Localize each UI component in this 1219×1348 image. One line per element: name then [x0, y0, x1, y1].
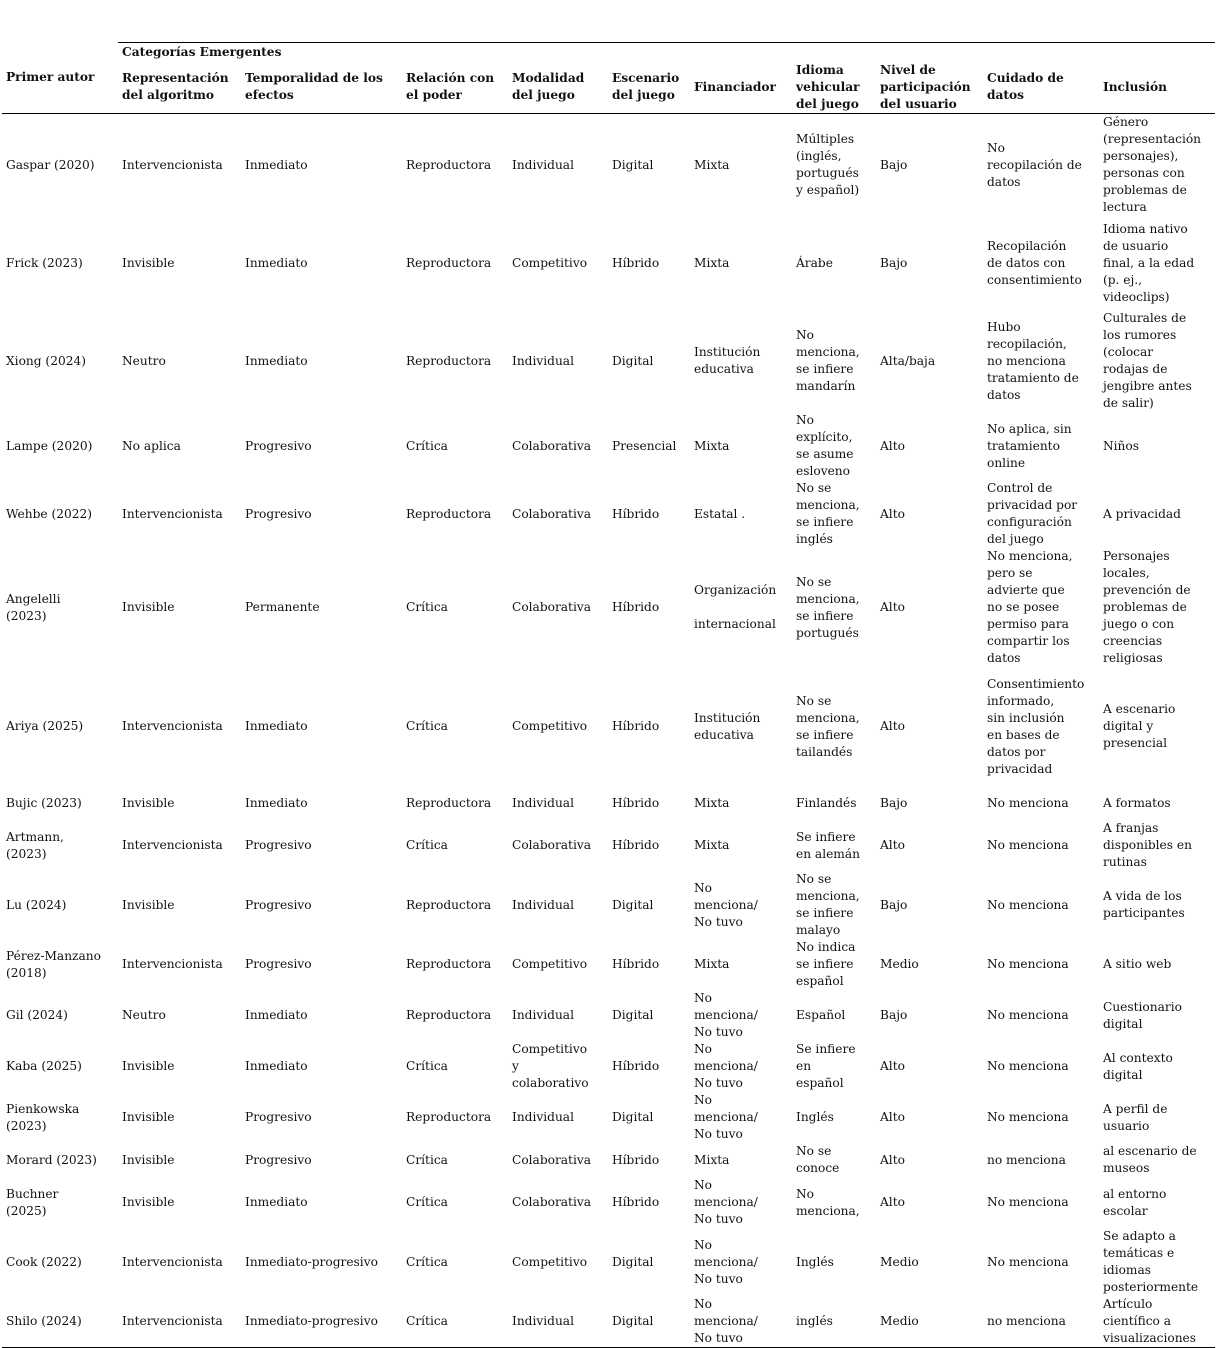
- algorithm-representation-cell: Intervencionista: [122, 838, 223, 852]
- effects-temporality-cell: Inmediato: [245, 255, 308, 270]
- effects-temporality-cell: Inmediato: [245, 1059, 308, 1073]
- effects-temporality-cell: Progresivo: [245, 1110, 312, 1124]
- author-cell: Shilo (2024): [2, 1296, 118, 1348]
- author-cell: Bujic (2023): [6, 795, 82, 810]
- data-care-cell: Control de privacidad por configuración del juego: [987, 481, 1078, 546]
- power-relation-cell: Reproductora: [406, 353, 492, 368]
- table-row: [2, 871, 1215, 939]
- inclusion-cell: Se adapto a temáticas e idiomas posteriormente: [1103, 1229, 1199, 1294]
- inclusion-cell: A sitio web: [1103, 957, 1172, 971]
- effects-temporality-cell: Inmediato: [245, 1008, 308, 1022]
- game-setting-cell: Híbrido: [612, 255, 660, 270]
- game-modality-cell: Colaborativa: [512, 1195, 592, 1209]
- user-participation-cell: Bajo: [880, 897, 908, 912]
- game-setting-cell: Digital: [612, 1254, 654, 1269]
- author-cell: Morard (2023): [6, 1152, 97, 1167]
- algorithm-representation-cell: Invisible: [122, 1152, 175, 1167]
- game-language-cell: Múltiples (inglés, portugués y español): [796, 132, 860, 197]
- game-language-cell: No menciona, se infiere mandarín: [796, 328, 860, 393]
- power-relation-cell: Reproductora: [406, 1008, 492, 1022]
- table-row: [2, 412, 1215, 480]
- inclusion-cell: Idioma nativo de usuario final, a la edad (p. ej., videoclips): [1103, 221, 1195, 304]
- funder-cell: Mixta: [694, 1152, 730, 1167]
- first-author-header: Primer autor: [2, 43, 118, 114]
- table-body: [2, 114, 1215, 1348]
- game-setting-cell: Híbrido: [612, 957, 660, 971]
- author-cell: Xiong (2024): [6, 353, 86, 368]
- game-language-cell: Inglés: [796, 1110, 834, 1124]
- data-care-cell: No menciona: [987, 838, 1069, 852]
- funder-cell: Institución educativa: [694, 345, 761, 376]
- user-participation-cell: Alto: [880, 1152, 905, 1167]
- game-language-cell: No se conoce: [796, 1144, 840, 1175]
- inclusion-cell: Culturales de los rumores (colocar rodajas de jengibre antes de salir): [1103, 311, 1192, 410]
- power-relation-cell: Reproductora: [406, 957, 492, 971]
- user-participation-cell: Alto: [880, 1110, 905, 1124]
- table-row: [2, 480, 1215, 548]
- game-setting-cell: Híbrido: [612, 600, 660, 614]
- categories-table: [2, 42, 1215, 1348]
- effects-temporality-cell: Inmediato: [245, 795, 308, 810]
- author-cell: Lu (2024): [6, 897, 67, 912]
- column-header-user-participation: Nivel de participación del usuario: [876, 61, 983, 114]
- game-modality-cell: Competitivo: [512, 957, 588, 971]
- game-language-cell: No explícito, se asume esloveno: [796, 413, 854, 478]
- inclusion-cell: A perfil de usuario: [1103, 1101, 1168, 1133]
- table-row: [2, 1041, 1215, 1092]
- emergent-categories-header: Categorías Emergentes: [118, 43, 1215, 62]
- game-language-cell: No se menciona, se infiere tailandés: [796, 693, 860, 759]
- author-cell: Angelelli (2023): [6, 591, 61, 623]
- power-relation-cell: Reproductora: [406, 157, 492, 172]
- algorithm-representation-cell: Invisible: [122, 1110, 175, 1124]
- game-language-cell: No se menciona, se infiere portugués: [796, 574, 860, 640]
- column-header-game-language: Idioma vehicular del juego: [792, 61, 876, 114]
- game-language-cell: Finlandés: [796, 795, 857, 810]
- game-setting-cell: Presencial: [612, 438, 677, 453]
- funder-cell: No menciona/ No tuvo: [694, 880, 758, 929]
- power-relation-cell: Reproductora: [406, 506, 492, 521]
- inclusion-cell: A privacidad: [1103, 506, 1181, 521]
- effects-temporality-cell: Inmediato: [245, 719, 308, 733]
- data-care-cell: Hubo recopilación, no menciona tratamiento de datos: [987, 319, 1079, 402]
- effects-temporality-cell: Permanente: [245, 600, 320, 614]
- power-relation-cell: Crítica: [406, 838, 448, 852]
- game-modality-cell: Individual: [512, 353, 574, 368]
- power-relation-cell: Crítica: [406, 600, 448, 614]
- game-setting-cell: Híbrido: [612, 1195, 660, 1209]
- data-care-cell: no menciona: [987, 1152, 1066, 1167]
- power-relation-cell: Crítica: [406, 1152, 448, 1167]
- table-row: [2, 114, 1215, 217]
- user-participation-cell: Medio: [880, 1254, 919, 1269]
- data-care-cell: No menciona: [987, 957, 1069, 971]
- game-setting-cell: Híbrido: [612, 795, 660, 810]
- user-participation-cell: Alto: [880, 438, 905, 453]
- game-setting-cell: Digital: [608, 1296, 690, 1348]
- author-cell: Lampe (2020): [6, 438, 93, 453]
- user-participation-cell: Alto: [880, 838, 905, 852]
- game-modality-cell: Individual: [512, 1110, 574, 1124]
- effects-temporality-cell: Progresivo: [245, 838, 312, 852]
- game-modality-cell: Competitivo y colaborativo: [512, 1042, 589, 1090]
- funder-cell: Estatal .: [694, 506, 746, 521]
- column-header-effects-temporality: Temporalidad de los efectos: [241, 61, 402, 114]
- data-care-cell: no menciona: [983, 1296, 1099, 1348]
- effects-temporality-cell: Inmediato: [245, 353, 308, 368]
- table-row: [2, 1296, 1215, 1348]
- user-participation-cell: Alto: [880, 506, 905, 521]
- author-cell: Ariya (2025): [6, 719, 84, 733]
- game-language-cell: Inglés: [796, 1254, 834, 1269]
- game-setting-cell: Híbrido: [612, 1059, 660, 1073]
- game-modality-cell: Colaborativa: [512, 1152, 592, 1167]
- user-participation-cell: Alto: [880, 600, 905, 614]
- funder-cell: No menciona/ No tuvo: [694, 1042, 758, 1090]
- funder-cell: Mixta: [694, 795, 730, 810]
- author-cell: Gaspar (2020): [6, 157, 95, 172]
- inclusion-cell: A formatos: [1103, 795, 1171, 810]
- table-row: [2, 939, 1215, 990]
- table-row: [2, 1177, 1215, 1228]
- data-care-cell: No menciona, pero se advierte que no se posee permiso para compartir los datos: [987, 549, 1073, 665]
- inclusion-cell: A vida de los participantes: [1103, 889, 1185, 920]
- algorithm-representation-cell: Intervencionista: [122, 157, 223, 172]
- game-setting-cell: Digital: [612, 157, 654, 172]
- user-participation-cell: Bajo: [880, 795, 908, 810]
- funder-cell: No menciona/ No tuvo: [694, 1093, 758, 1141]
- inclusion-cell: Género (representación personajes), personas con problemas de lectura: [1103, 115, 1202, 214]
- game-setting-cell: Digital: [612, 353, 654, 368]
- inclusion-cell: A franjas disponibles en rutinas: [1103, 821, 1192, 869]
- user-participation-cell: Alto: [880, 1059, 905, 1073]
- game-modality-cell: Competitivo: [512, 1254, 588, 1269]
- author-cell: Artmann, (2023): [6, 829, 64, 861]
- effects-temporality-cell: Progresivo: [245, 438, 312, 453]
- game-modality-cell: Individual: [512, 795, 574, 810]
- power-relation-cell: Crítica: [406, 438, 448, 453]
- data-care-cell: No menciona: [987, 1059, 1069, 1073]
- power-relation-cell: Reproductora: [406, 255, 492, 270]
- game-modality-cell: Individual: [508, 1296, 608, 1348]
- algorithm-representation-cell: Intervencionista: [122, 719, 223, 733]
- author-cell: Frick (2023): [6, 255, 83, 270]
- data-care-cell: No menciona: [987, 1195, 1069, 1209]
- effects-temporality-cell: Inmediato: [245, 1195, 308, 1209]
- power-relation-cell: Crítica: [406, 1254, 448, 1269]
- game-language-cell: inglés: [792, 1296, 876, 1348]
- game-language-cell: No se menciona, se infiere malayo: [796, 872, 860, 937]
- column-header-game-modality: Modalidad del juego: [508, 61, 608, 114]
- game-language-cell: Se infiere en español: [796, 1042, 856, 1090]
- game-modality-cell: Individual: [512, 1008, 574, 1022]
- user-participation-cell: Bajo: [880, 255, 908, 270]
- power-relation-cell: Reproductora: [406, 1110, 492, 1124]
- game-setting-cell: Digital: [612, 1008, 654, 1022]
- table-row: [2, 310, 1215, 412]
- power-relation-cell: Crítica: [406, 1195, 448, 1209]
- funder-cell: No menciona/ No tuvo: [690, 1296, 792, 1348]
- effects-temporality-cell: Inmediato-progresivo: [245, 1254, 378, 1269]
- inclusion-cell: Niños: [1103, 438, 1140, 453]
- game-language-cell: Árabe: [796, 255, 833, 270]
- effects-temporality-cell: Progresivo: [245, 1152, 312, 1167]
- game-modality-cell: Competitivo: [512, 255, 588, 270]
- author-cell: Gil (2024): [6, 1008, 68, 1022]
- table-row: [2, 216, 1215, 310]
- author-cell: Wehbe (2022): [6, 506, 93, 521]
- game-language-cell: No menciona,: [796, 1186, 860, 1218]
- table-row: [2, 1143, 1215, 1177]
- author-cell: Cook (2022): [6, 1254, 82, 1269]
- effects-temporality-cell: Progresivo: [245, 506, 312, 521]
- data-care-cell: No menciona: [987, 1110, 1069, 1124]
- column-header-inclusion: Inclusión: [1099, 61, 1215, 114]
- game-language-cell: No indica se infiere español: [796, 940, 856, 988]
- data-care-cell: No menciona: [987, 897, 1069, 912]
- game-modality-cell: Colaborativa: [512, 438, 592, 453]
- algorithm-representation-cell: Invisible: [122, 1059, 175, 1073]
- game-modality-cell: Individual: [512, 157, 574, 172]
- algorithm-representation-cell: Invisible: [122, 897, 175, 912]
- author-cell: Buchner (2025): [6, 1186, 59, 1218]
- table-row: [2, 548, 1215, 667]
- user-participation-cell: Alta/baja: [880, 353, 936, 368]
- group-header-row: [2, 43, 1215, 62]
- game-setting-cell: Híbrido: [612, 1152, 660, 1167]
- game-setting-cell: Híbrido: [612, 506, 660, 521]
- effects-temporality-cell: Inmediato-progresivo: [241, 1296, 402, 1348]
- funder-cell: Mixta: [694, 838, 730, 852]
- algorithm-representation-cell: Intervencionista: [118, 1296, 241, 1348]
- user-participation-cell: Bajo: [880, 157, 908, 172]
- funder-cell: Institución educativa: [694, 710, 761, 742]
- algorithm-representation-cell: Intervencionista: [122, 957, 223, 971]
- algorithm-representation-cell: Invisible: [122, 795, 175, 810]
- game-modality-cell: Colaborativa: [512, 838, 592, 852]
- user-participation-cell: Bajo: [880, 1008, 908, 1022]
- column-header-funder: Financiador: [690, 61, 792, 114]
- table-row: [2, 667, 1215, 786]
- column-header-algorithm-representation: Representación del algoritmo: [118, 61, 241, 114]
- inclusion-cell: A escenario digital y presencial: [1103, 702, 1176, 750]
- game-setting-cell: Híbrido: [612, 838, 660, 852]
- user-participation-cell: Alto: [880, 719, 905, 733]
- power-relation-cell: Crítica: [406, 1059, 448, 1073]
- inclusion-cell: Al contexto digital: [1103, 1050, 1173, 1082]
- game-setting-cell: Digital: [612, 897, 654, 912]
- data-care-cell: Recopilación de datos con consentimiento: [987, 238, 1082, 287]
- data-care-cell: No menciona: [987, 1008, 1069, 1022]
- funder-cell: Mixta: [694, 438, 730, 453]
- inclusion-cell: Artículo científico a visualizaciones: [1099, 1296, 1215, 1348]
- game-modality-cell: Colaborativa: [512, 506, 592, 521]
- author-cell: Pérez-Manzano (2018): [6, 948, 101, 980]
- algorithm-representation-cell: Invisible: [122, 255, 175, 270]
- inclusion-cell: Cuestionario digital: [1103, 999, 1182, 1031]
- power-relation-cell: Crítica: [402, 1296, 508, 1348]
- algorithm-representation-cell: Intervencionista: [122, 506, 223, 521]
- algorithm-representation-cell: Neutro: [122, 353, 166, 368]
- column-header-row: [2, 61, 1215, 114]
- data-care-cell: No aplica, sin tratamiento online: [987, 421, 1072, 470]
- algorithm-representation-cell: No aplica: [122, 438, 181, 453]
- user-participation-cell: Medio: [876, 1296, 983, 1348]
- power-relation-cell: Reproductora: [406, 795, 492, 810]
- data-care-cell: Consentimiento informado, sin inclusión en bases de datos por privacidad: [987, 676, 1085, 776]
- inclusion-cell: al escenario de museos: [1103, 1144, 1197, 1175]
- table-row: [2, 1228, 1215, 1296]
- game-modality-cell: Colaborativa: [512, 600, 592, 614]
- algorithm-representation-cell: Intervencionista: [122, 1254, 223, 1269]
- effects-temporality-cell: Progresivo: [245, 897, 312, 912]
- table-row: [2, 786, 1215, 820]
- game-language-cell: Se infiere en alemán: [796, 829, 860, 861]
- power-relation-cell: Reproductora: [406, 897, 492, 912]
- data-care-cell: No menciona: [987, 1254, 1069, 1269]
- algorithm-representation-cell: Invisible: [122, 1195, 175, 1209]
- table-row: [2, 820, 1215, 871]
- inclusion-cell: Personajes locales, prevención de problemas de juego o con creencias religiosas: [1103, 549, 1191, 665]
- game-language-cell: Español: [796, 1008, 846, 1022]
- game-modality-cell: Competitivo: [512, 719, 588, 733]
- data-care-cell: No recopilación de datos: [987, 140, 1082, 189]
- effects-temporality-cell: Inmediato: [245, 157, 308, 172]
- funder-cell: No menciona/ No tuvo: [694, 1178, 758, 1226]
- data-care-cell: No menciona: [987, 795, 1069, 810]
- power-relation-cell: Crítica: [406, 719, 448, 733]
- funder-cell: Mixta: [694, 255, 730, 270]
- funder-cell: Mixta: [694, 957, 730, 971]
- algorithm-representation-cell: Invisible: [122, 600, 175, 614]
- author-cell: Kaba (2025): [6, 1059, 82, 1073]
- game-modality-cell: Individual: [512, 897, 574, 912]
- funder-cell: Organización internacional: [694, 583, 777, 631]
- user-participation-cell: Alto: [880, 1195, 905, 1209]
- column-header-game-setting: Escenario del juego: [608, 61, 690, 114]
- game-setting-cell: Híbrido: [612, 719, 660, 733]
- game-setting-cell: Digital: [612, 1110, 654, 1124]
- inclusion-cell: al entorno escolar: [1103, 1186, 1167, 1218]
- game-language-cell: No se menciona, se infiere inglés: [796, 481, 860, 546]
- funder-cell: No menciona/ No tuvo: [694, 1237, 758, 1286]
- algorithm-representation-cell: Neutro: [122, 1008, 166, 1022]
- table-row: [2, 1092, 1215, 1143]
- effects-temporality-cell: Progresivo: [245, 957, 312, 971]
- funder-cell: Mixta: [694, 157, 730, 172]
- column-header-power-relation: Relación con el poder: [402, 61, 508, 114]
- user-participation-cell: Medio: [880, 957, 919, 971]
- funder-cell: No menciona/ No tuvo: [694, 991, 758, 1039]
- table-row: [2, 990, 1215, 1041]
- author-cell: Pienkowska (2023): [6, 1101, 80, 1133]
- column-header-data-care: Cuidado de datos: [983, 61, 1099, 114]
